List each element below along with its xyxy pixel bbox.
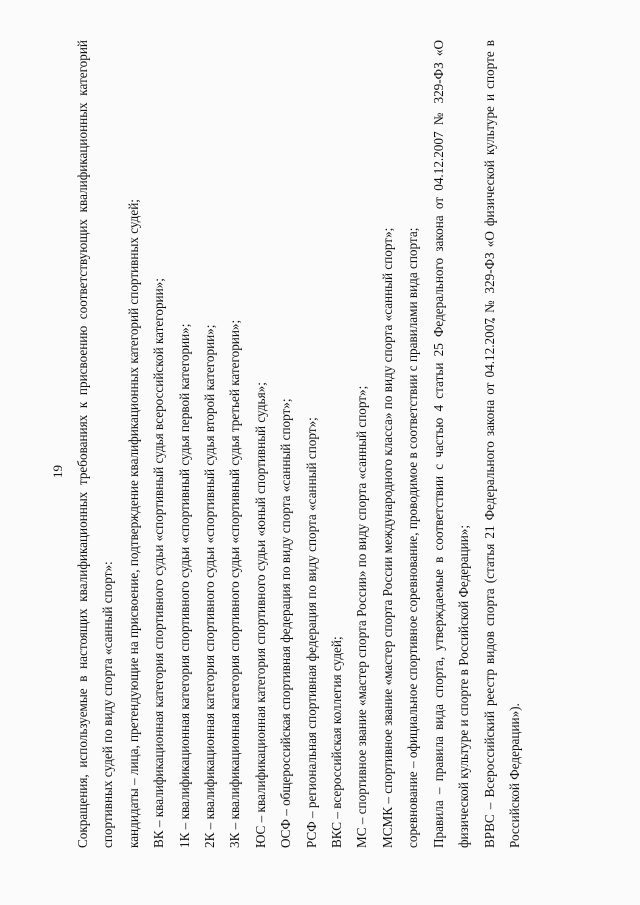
rotated-content bbox=[50, 40, 610, 870]
paragraph-vk: ВК – квалификационная категория спортивного судьи «спортивный судья всероссийской категории»; bbox=[151, 278, 167, 848]
paragraph-vks: ВКС – всероссийская коллегия судей; bbox=[329, 636, 345, 848]
page-number: 19 bbox=[50, 465, 65, 478]
paragraph-candidates: кандидаты – лица, претендующие на присвоение, подтверждение квалификационных категорий спортивных судей; bbox=[125, 199, 141, 848]
paragraph-ms: МС – спортивное звание «мастер спорта России» по виду спорта «санный спорт»; bbox=[354, 385, 370, 848]
paragraph-competition: соревнование – официальное спортивное соревнование, проводимое в соответствии с правилами вида спорта; bbox=[405, 227, 421, 848]
paragraph-ys: ЮС – квалификационная категория спортивного судьи «юный спортивный судья»; bbox=[252, 382, 268, 848]
paragraph-msmk: МСМК – спортивное звание «мастер спорта России международного класса» по виду спорта «санный спорт»; bbox=[379, 227, 395, 848]
paragraph-1k: 1К – квалификационная категория спортивного судьи «спортивный судья первой категории»; bbox=[176, 323, 192, 848]
paragraph-2k: 2К – квалификационная категория спортивного судьи «спортивный судья второй категории»; bbox=[202, 324, 218, 848]
paragraph-rules: Правила – правила вида спорта, утверждаемые в соответствии с частью 4 статьи 25 Федерального закона от 04.12.2007 № 329-ФЗ «О физической культуре и спорте в Российской Федерации»; bbox=[430, 40, 472, 848]
body-text bbox=[70, 40, 527, 848]
paragraph-rsf: РСФ – региональная спортивная федерация по виду спорта «санный спорт»; bbox=[303, 417, 319, 848]
paragraph-vrvs: ВРВС – Всероссийский реестр видов спорта (статья 21 Федерального закона от 04.12.2007 № 329-ФЗ «О физической культуре и спорте в Российской Федерации»). bbox=[481, 40, 522, 848]
paragraph-3k: 3К – квалификационная категория спортивного судьи «спортивный судья третьей категории»; bbox=[227, 319, 243, 848]
paragraph-osf: ОСФ – общероссийская спортивная федерация по виду спорта «санный спорт»; bbox=[278, 398, 294, 848]
paragraph-intro: Сокращения, используемые в настоящих квалификационных требованиях к присвоению соответствующих квалификационных категорий спортивных судей по виду спорта «санный спорт»: bbox=[75, 40, 116, 848]
